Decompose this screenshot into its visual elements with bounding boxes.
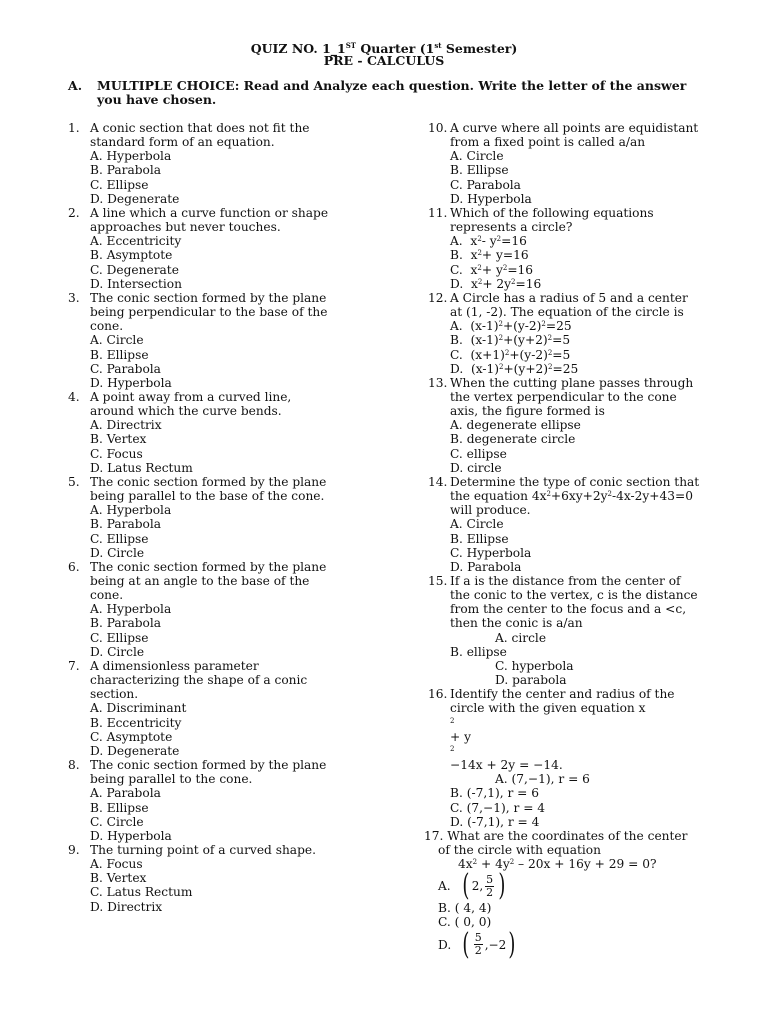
option: C. ellipse [450, 446, 507, 461]
option: A. $(x-1)^2+(y-2)^2=25$ [450, 319, 572, 334]
instructions: A. MULTIPLE CHOICE: Read and Analyze each question. Write the letter of the answer you have chosen. [68, 78, 687, 107]
option: B. $(x-1)^2+(y+2)^2=5$ [450, 333, 571, 348]
quiz-title: QUIZ NO. 1_1ST Quarter (1st Semester) [250, 41, 518, 57]
option: B. Ellipse [450, 163, 509, 178]
option: B. ( 4, 4) [438, 901, 492, 916]
question-14: 14. Determine the type of conic section that the equation $4x^2+6xy+2y^2-4x-2y+43=0$ will produce. A. Circle B. Ellipse C. Hyperbola D. Parabola [428, 475, 728, 574]
question-3: 3. The conic section formed by the plane being perpendicular to the base of the cone. A. Circle B. Ellipse C. Parabola D. Hyperbola [68, 291, 368, 390]
option: D. Degenerate [90, 743, 180, 758]
option: A. Focus [90, 857, 143, 872]
option: C. hyperbola [495, 658, 574, 673]
option: A. (7,−1), r = 6 [495, 772, 590, 787]
option: D. Latus Rectum [90, 460, 193, 475]
option: A. Directrix [90, 418, 162, 433]
option: D. (-7,1), r = 4 [450, 814, 540, 829]
option: A. Hyperbola [90, 602, 172, 617]
option: C. Circle [90, 814, 144, 829]
option: C. Asymptote [90, 729, 173, 744]
option: B. Parabola [90, 616, 162, 631]
option: D. $x^2+ 2y^2=16$ [450, 276, 542, 291]
question-7: 7. A dimensionless parameter characterizing the shape of a conic section. A. Discriminant B. Eccentricity C. Asymptote D. Degenerate [68, 659, 368, 758]
option: D. Intersection [90, 276, 182, 291]
option: D. Circle [90, 644, 145, 659]
quiz-subtitle: PRE - CALCULUS [323, 53, 445, 68]
question-15: 15. If a is the distance from the center of the conic to the vertex, c is the distance from the center to the focus and a <c, then the conic is a/an A. circle B. ellipse C. hyperbola D. parabola [428, 574, 728, 687]
option: C. Parabola [90, 361, 161, 376]
question-9: 9. The turning point of a curved shape. A. Focus B. Vertex C. Latus Rectum D. Directrix [68, 843, 368, 914]
option: A. Circle [450, 517, 504, 532]
option: B. ellipse [450, 644, 507, 659]
option: B. degenerate circle [450, 432, 576, 447]
option: C. Parabola [450, 177, 521, 192]
option: C. Ellipse [90, 630, 149, 645]
option: B. Parabola [90, 163, 162, 178]
option: A. Circle [90, 333, 144, 348]
option: A. $x^2-$ $y^2=16$ [450, 234, 527, 249]
option: C. Latus Rectum [90, 885, 193, 900]
option: A. Eccentricity [90, 234, 182, 249]
option: A. Hyperbola [90, 503, 172, 518]
option: B. (-7,1), r = 6 [450, 786, 540, 801]
question-17: 17. What are the coordinates of the center of the circle with equation $4x^2 + 4y^2 - 20x + 16y + 29 = 0$? A. ( 2, $\frac{5}{2}$ ) B. ( 4, 4) C. ( 0, 0) D. ( $\frac{5}{2}$ ,−2 ) [424, 829, 728, 960]
option: B. Ellipse [450, 531, 509, 546]
option: C. ( 0, 0) [438, 915, 492, 930]
question-2: 2. A line which a curve function or shape approaches but never touches. A. Eccentricity B. Asymptote C. Degenerate D. Intersection [68, 206, 368, 291]
question-1: 1. A conic section that does not fit the standard form of an equation. A. Hyperbola B. Parabola C. Ellipse D. Degenerate [68, 121, 368, 206]
option: A. Circle [450, 149, 504, 164]
option: A. ( 2, $\frac{5}{2}$ ) [438, 868, 506, 904]
option: D. Hyperbola [90, 375, 172, 390]
option: D. Directrix [90, 899, 163, 914]
option: D. Degenerate [90, 191, 180, 206]
option: C. Hyperbola [450, 545, 532, 560]
option: D. Hyperbola [450, 191, 532, 206]
right-column [424, 121, 728, 962]
question-12: 12. A Circle has a radius of 5 and a center at (1, -2). The equation of the circle is A. $(x-1)^2+(y-2)^2=25$ B. $(x-1)^2+(y+2)^2=5$ C. $(x+1)^2+(y-2)^2=5$ D. $(x-1)^2+(y+2)^2=25$ [428, 291, 728, 376]
option: B. Asymptote [90, 248, 173, 263]
option: C. Ellipse [90, 531, 149, 546]
left-column [68, 121, 368, 914]
option: B. Ellipse [90, 800, 149, 815]
option: D. circle [450, 460, 502, 475]
option: C. Ellipse [90, 177, 149, 192]
option: D. Circle [90, 545, 145, 560]
question-5: 5. The conic section formed by the plane being parallel to the base of the cone. A. Hyperbola B. Parabola C. Ellipse D. Circle [68, 475, 368, 560]
option: D. Parabola [450, 559, 522, 574]
question-13: 13. When the cutting plane passes through the vertex perpendicular to the cone axis, the figure formed is A. degenerate ellipse B. degenerate circle C. ellipse D. circle [428, 376, 728, 475]
option: D. ( $\frac{5}{2}$ ,−2 ) [438, 926, 516, 962]
question-16: 16. Identify the center and radius of the circle with the given equation x $^2$ + y $^2$ −14x + 2y = −14. A. (7,−1), r = 6 B. (-7,1), r = 6 C. (7,−1), r = 4 D. (-7,1), r = 4 [428, 687, 728, 829]
option: A. circle [495, 630, 547, 645]
option: B. Vertex [90, 871, 147, 886]
option: B. Ellipse [90, 347, 149, 362]
option: C. Degenerate [90, 262, 179, 277]
option: D. $(x-1)^2+(y+2)^2=25$ [450, 361, 579, 376]
option: B. Eccentricity [90, 715, 182, 730]
question-11: 11. Which of the following equations represents a circle? A. $x^2-$ $y^2=16$ B. $x^2+ y=16$ C. $x^2+ y^2=16$ D. $x^2+ 2y^2=16$ [428, 206, 728, 291]
option: A. degenerate ellipse [450, 418, 581, 433]
option: A. Hyperbola [90, 149, 172, 164]
question-10: 10. A curve where all points are equidistant from a fixed point is called a/an A. Circle B. Ellipse C. Parabola D. Hyperbola [428, 121, 728, 206]
option: C. $(x+1)^2+(y-2)^2=5$ [450, 347, 571, 362]
option: B. Vertex [90, 432, 147, 447]
option: A. Discriminant [90, 701, 187, 716]
option: B. Parabola [90, 517, 162, 532]
option: A. Parabola [90, 786, 161, 801]
option: D. parabola [495, 673, 567, 688]
option: C. Focus [90, 446, 143, 461]
question-4: 4. A point away from a curved line, around which the curve bends. A. Directrix B. Vertex C. Focus D. Latus Rectum [68, 390, 368, 475]
option: C. (7,−1), r = 4 [450, 800, 546, 815]
question-8: 8. The conic section formed by the plane being parallel to the cone. A. Parabola B. Ellipse C. Circle D. Hyperbola [68, 758, 368, 843]
option: B. $x^2+ y=16$ [450, 248, 529, 263]
question-6: 6. The conic section formed by the plane being at an angle to the base of the cone. A. Hyperbola B. Parabola C. Ellipse D. Circle [68, 560, 368, 659]
option: C. $x^2+ y^2=16$ [450, 262, 534, 277]
option: D. Hyperbola [90, 828, 172, 843]
